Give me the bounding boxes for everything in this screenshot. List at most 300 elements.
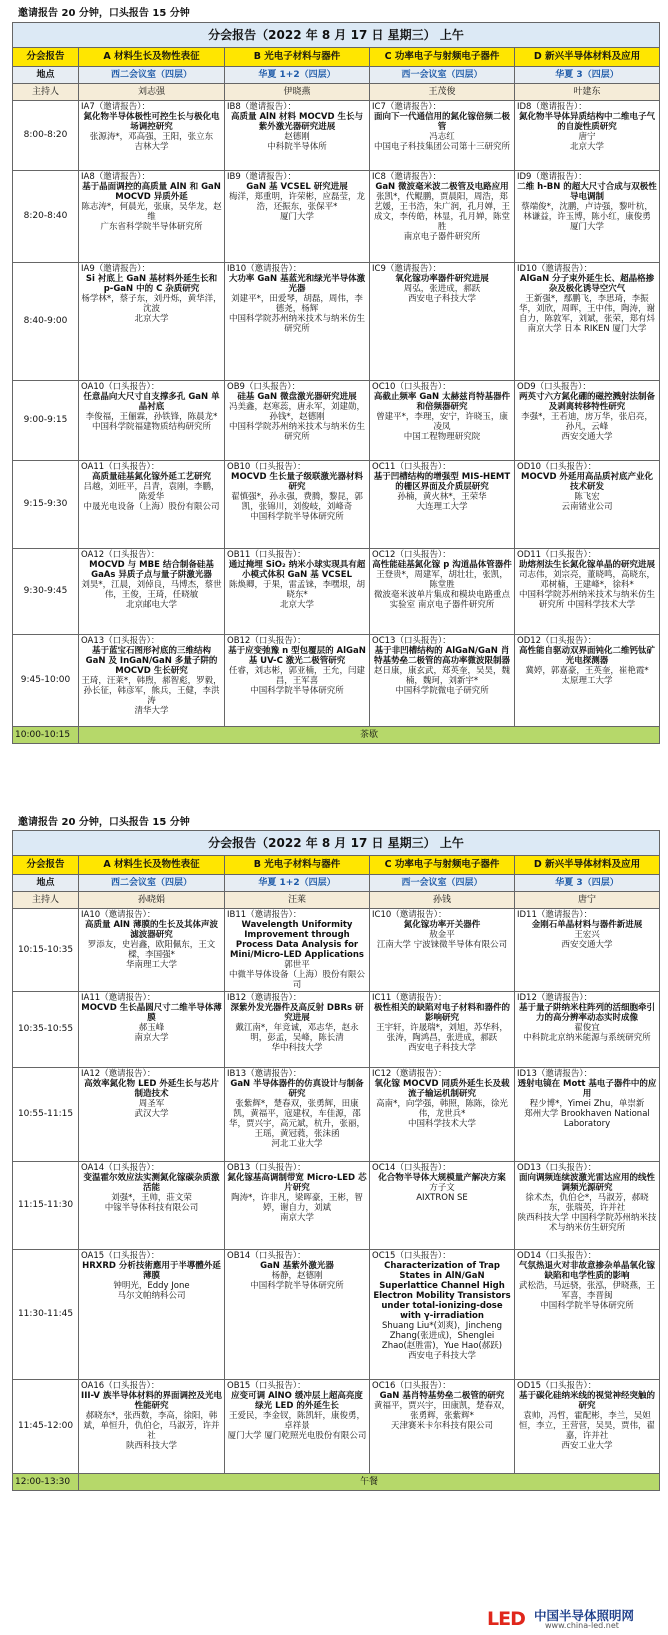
talk-cell xyxy=(370,992,515,1068)
talk-type: OD14（口头报告）： xyxy=(517,1251,597,1262)
time-slot: 9:00-9:15 xyxy=(13,381,79,461)
talk-cell xyxy=(225,263,370,381)
break-row xyxy=(13,727,660,744)
time-slot: 10:15-10:35 xyxy=(13,909,79,992)
talk-authors: 郝晓东*，张西数，李高，徐阳，韩斌，单恒升，仇伯仑，马淑芳，许并社 xyxy=(83,1411,220,1442)
talk-authors: 陶涛*，许非凡，梁晖豪，王彬，智婷，谢自力，刘斌 xyxy=(231,1193,363,1214)
talk-title: 极性相关的缺陷对电子材料和器件的影响研究 xyxy=(373,1003,510,1024)
talk-title: 硅基 GaN 微盘激光器研究进展 xyxy=(237,392,357,403)
talk-affiliation: 中镓半导体科技有限公司 xyxy=(104,1203,199,1214)
talk-cell xyxy=(225,461,370,549)
talk-cell xyxy=(225,171,370,263)
talk-cell xyxy=(370,101,515,171)
talk-type: OA11（口头报告）： xyxy=(81,462,160,472)
talk-type: IC9（邀请报告）： xyxy=(372,264,442,274)
talk-title: 基于蓝宝石图形衬底的三维结构 GaN 及 InGaN/GaN 多量子阱的 MOCVD 生长研究 xyxy=(85,646,218,677)
talk-authors: 曾建平*，李理，安宁，许晓玉，康凌凤 xyxy=(376,412,508,433)
talk-authors: 罗添友，史岩鑫，欧阳佩东，王文樑，李国强* xyxy=(87,940,216,961)
talk-title: 应变可调 AlNO 缓冲层上超高亮度绿光 LED 的外延生长 xyxy=(231,1391,363,1412)
talk-authors: 周圣军 xyxy=(138,1099,165,1110)
track-header-label: 分会报告 xyxy=(13,48,79,67)
talk-title: 基于晶面调控的高质量 AlN 和 GaN MOCVD 异质外延 xyxy=(82,182,221,203)
talk-title: 面向下一代通信用的氮化镓倍频二极管 xyxy=(373,112,510,133)
talk-type: IB8（邀请报告）： xyxy=(227,102,296,112)
chair-name: 汪莱 xyxy=(225,892,370,909)
talk-type: IB12（邀请报告）： xyxy=(227,993,302,1004)
break-time: 12:00-13:30 xyxy=(13,1474,79,1491)
talk-authors: 刘昊*，江晨，刘倬良，马博杰，蔡世伟，王俊，王琦，任晓敏 xyxy=(81,580,222,601)
table-row xyxy=(13,1162,660,1250)
talk-type: OC11（口头报告）： xyxy=(372,462,451,472)
talk-cell xyxy=(79,909,225,992)
table-row xyxy=(13,635,660,727)
talk-authors: 翟慎强*，孙永强，费腾，黎昆，郭凯，张锦川，刘俊岐，刘峰奇 xyxy=(231,492,363,513)
talk-authors: 王宏兴 xyxy=(574,930,600,941)
talk-authors: 戴江南*，年竞诚，邓志华，赵永明，彭孟，吴峰，陈长清 xyxy=(235,1023,359,1044)
talk-affiliation: 马尔文帕纳科公司 xyxy=(117,1291,186,1302)
talk-affiliation: 厦门大学 厦门乾照光电股份有限公司 xyxy=(227,1431,367,1442)
talk-type: OC13（口头报告）： xyxy=(372,636,451,646)
time-slot: 8:00-8:20 xyxy=(13,101,79,171)
talk-affiliation: 西安交通大学 xyxy=(561,432,613,443)
duration-note: 邀请报告 20 分钟，口头报告 15 分钟 xyxy=(18,817,190,828)
talk-affiliation: 天津赛米卡尔科技有限公司 xyxy=(390,1421,493,1432)
talk-affiliation: 中国科学院苏州纳米技术与纳米仿生研究所 xyxy=(228,314,365,335)
track-header: A 材料生长及物性表征 xyxy=(79,856,225,875)
table-row xyxy=(13,171,660,263)
chair-label: 主持人 xyxy=(13,84,79,101)
talk-authors: 刘强*，王帅，莊文荣 xyxy=(111,1193,192,1204)
talk-type: IB9（邀请报告）： xyxy=(227,172,296,182)
time-slot: 9:30-9:45 xyxy=(13,549,79,635)
track-header: A 材料生长及物性表征 xyxy=(79,48,225,67)
talk-title: 面向调频连续波激光雷达应用的线性调频光源研究 xyxy=(518,1173,655,1194)
chair-name: 王茂俊 xyxy=(370,84,515,101)
talk-title: 二维 h-BN 的超大尺寸合成与双极性导电调制 xyxy=(517,182,657,203)
break-time: 10:00-10:15 xyxy=(13,727,79,744)
talk-affiliation: 中国科学技术大学 xyxy=(407,1119,476,1130)
talk-cell xyxy=(225,909,370,992)
talk-title: 变温霍尔效应法实测氮化镓碳杂质激活能 xyxy=(83,1173,220,1194)
talk-authors: 赵日康，康玄武，郑英奎，吴昊，魏楠，魏珂，刘新宇* xyxy=(373,666,510,687)
talk-affiliation: 吉林大学 xyxy=(134,142,169,153)
talk-cell xyxy=(515,381,660,461)
table-row xyxy=(13,461,660,549)
watermark xyxy=(487,1606,662,1632)
talk-affiliation: 中科院半导体所 xyxy=(267,142,327,153)
track-header-row xyxy=(13,48,660,67)
talk-affiliation: 大连理工大学 xyxy=(416,502,468,513)
chair-name: 孙晓娟 xyxy=(79,892,225,909)
talk-affiliation: 北京大学 xyxy=(569,142,604,153)
talk-affiliation: 南京大学 xyxy=(279,1213,314,1224)
talk-affiliation: 北京大学 xyxy=(134,314,169,325)
led-logo-icon: LED xyxy=(487,1608,525,1630)
talk-type: IC11（邀请报告）： xyxy=(372,993,447,1004)
talk-cell xyxy=(370,635,515,727)
time-slot: 10:35-10:55 xyxy=(13,992,79,1068)
talk-type: IA7（邀请报告）： xyxy=(81,102,150,112)
talk-title: GaN 微波毫米波二极管及电路应用 xyxy=(375,182,509,193)
talk-type: ID8（邀请报告）： xyxy=(517,102,587,112)
talk-authors: 张凯*，代鲲鹏，贾晨阳，周浩，郑艺媛，王书浩，朱广润，孔月婵，王成文，李传皓，林显，孔月婵，陈堂胜 xyxy=(373,192,510,233)
track-header-row xyxy=(13,856,660,875)
talk-authors: 刘建平*，田爱琴，胡磊，周伟，李德尧，杨辉 xyxy=(231,294,363,315)
talk-title: MOCVD 生长晶圆尺寸二维半导体薄膜 xyxy=(81,1003,222,1024)
room-label: 地点 xyxy=(13,875,79,892)
talk-affiliation: 中国科学院苏州纳米技术与纳米仿生研究所 中国科学技术大学 xyxy=(518,590,655,611)
talk-cell xyxy=(79,1162,225,1250)
chair-name: 孙钱 xyxy=(370,892,515,909)
talk-type: OB11（口头报告）： xyxy=(227,550,306,560)
talk-authors: 王爱民，李金钗，陈凯轩，康俊勇，卓祥景 xyxy=(228,1411,365,1432)
session-table xyxy=(12,830,660,1491)
talk-affiliation: 中国科学院苏州纳米技术与纳米仿生研究所 xyxy=(228,422,365,443)
table-row xyxy=(13,1380,660,1474)
talk-affiliation: 北京大学 xyxy=(279,600,314,611)
track-header: D 新兴半导体材料及应用 xyxy=(515,48,660,67)
talk-title: GaN 基 VCSEL 研究进展 xyxy=(246,182,348,193)
talk-type: OB10（口头报告）： xyxy=(227,462,306,472)
talk-cell xyxy=(79,992,225,1068)
talk-type: OD13（口头报告）： xyxy=(517,1163,597,1174)
talk-title: 高质量 AlN 薄膜的生长及其体声波滤波器研究 xyxy=(84,920,219,941)
track-header: D 新兴半导体材料及应用 xyxy=(515,856,660,875)
talk-type: ID11（邀请报告）： xyxy=(517,910,593,920)
room-label: 地点 xyxy=(13,67,79,84)
talk-title: AlGaN 分子束外延生长、超晶格掺杂及极化诱导空穴气 xyxy=(519,274,655,295)
table-row xyxy=(13,549,660,635)
talk-authors: 李强*，王若迪，房万华，张启亮，孙凡，云峰 xyxy=(521,412,653,433)
talk-cell xyxy=(515,1380,660,1474)
talk-affiliation: 北京邮电大学 xyxy=(125,600,177,611)
talk-affiliation: 华南理工大学 xyxy=(125,960,177,971)
talk-affiliation: 南京大学 xyxy=(134,1033,169,1044)
talk-affiliation: 中国电子科技集团公司第十三研究所 xyxy=(373,142,510,153)
talk-title: HRXRD 分析技術應用于半導體外延薄膜 xyxy=(82,1261,221,1282)
talk-cell xyxy=(515,549,660,635)
talk-cell xyxy=(225,635,370,727)
talk-affiliation: 中微半导体设备（上海）股份有限公司 xyxy=(228,970,365,991)
room-name: 华夏 3（四层） xyxy=(515,875,660,892)
break-row xyxy=(13,1474,660,1491)
time-slot: 11:15-11:30 xyxy=(13,1162,79,1250)
talk-type: IA11（邀请报告）： xyxy=(81,993,156,1004)
session-table xyxy=(12,22,660,744)
talk-cell xyxy=(370,1068,515,1162)
table-row xyxy=(13,381,660,461)
talk-affiliation: 西安电子科技大学 xyxy=(407,1043,476,1054)
room-name: 西一会议室（四层） xyxy=(370,67,515,84)
time-slot: 8:20-8:40 xyxy=(13,171,79,263)
talk-affiliation: 中国科学院半导体研究所 xyxy=(250,686,344,697)
talk-cell xyxy=(515,1162,660,1250)
talk-type: OB12（口头报告）： xyxy=(227,636,306,646)
talk-title: 高质量硅基氮化镓外延工艺研究 xyxy=(91,472,211,483)
talk-affiliation: 太原理工大学 xyxy=(561,676,613,687)
talk-title: 氮化镓基高调制带宽 Micro-LED 芯片研究 xyxy=(227,1173,367,1194)
talk-type: IB10（邀请报告）： xyxy=(227,264,302,274)
talk-authors: 钟明光，Eddy Jone xyxy=(113,1281,190,1292)
talk-title: 基于量子阱纳米柱阵列的活细胞牵引力的高分辨率动态实时成像 xyxy=(518,1003,655,1024)
talk-type: OA16（口头报告）： xyxy=(81,1381,160,1392)
talk-title: Characterization of Trap States in AlN/GaN Superlattice Channel High Electron Mobility Transistors under total-ionizing-dose with γ-irradiation xyxy=(373,1261,511,1322)
track-header: C 功率电子与射频电子器件 xyxy=(370,48,515,67)
talk-authors: 吕越，刘旺平，吕青，袁刚，李鹏，陈爱华 xyxy=(83,482,220,503)
talk-type: OA10（口头报告）： xyxy=(81,382,160,392)
talk-type: OA14（口头报告）： xyxy=(81,1163,160,1174)
talk-authors: 黄福平，贾兴宇，田康凯，楚春双，张勇辉，张紫辉* xyxy=(373,1401,510,1422)
duration-note: 邀请报告 20 分钟，口头报告 15 分钟 xyxy=(18,8,190,19)
talk-affiliation: 西安电子科技大学 xyxy=(407,294,476,305)
talk-type: ID9（邀请报告）： xyxy=(517,172,587,182)
talk-cell xyxy=(515,263,660,381)
talk-affiliation: 华中科技大学 xyxy=(271,1043,323,1054)
talk-type: IB13（邀请报告）： xyxy=(227,1069,302,1080)
talk-affiliation: 陕西科技大学 中国科学院苏州纳米技术与纳米仿生研究所 xyxy=(517,1213,657,1234)
talk-cell xyxy=(515,1068,660,1162)
talk-title: GaN 半导体器件的仿真设计与制备研究 xyxy=(230,1079,364,1100)
room-row xyxy=(13,67,660,84)
talk-authors: 梅洋，郑重明，许荣彬，应磊莹，龙浩，还振东，张保平* xyxy=(228,192,365,213)
talk-type: IA10（邀请报告）： xyxy=(81,910,156,920)
talk-affiliation: 中国科学院半导体研究所 xyxy=(250,1281,344,1292)
table-row xyxy=(13,909,660,992)
talk-cell xyxy=(370,909,515,992)
talk-cell xyxy=(515,171,660,263)
talk-cell xyxy=(370,1162,515,1250)
talk-title: 高性能自驱动双界面钝化二维钙钛矿光电探测器 xyxy=(518,646,655,667)
talk-cell xyxy=(79,381,225,461)
talk-authors: 杨静，赵德刚 xyxy=(271,1271,323,1282)
talk-title: 高效率氮化物 LED 外延生长与芯片制造技术 xyxy=(84,1079,219,1100)
talk-type: IA8（邀请报告）： xyxy=(81,172,150,182)
talk-affiliation: 武汉大学 xyxy=(134,1109,169,1120)
talk-cell xyxy=(79,263,225,381)
talk-type: OB14（口头报告）： xyxy=(227,1251,306,1262)
talk-title: 两英寸六方氮化硼的磁控溅射法制备及剥离转移特性研究 xyxy=(518,392,655,413)
talk-type: IC12（邀请报告）： xyxy=(372,1069,447,1080)
talk-type: OB9（口头报告）： xyxy=(227,382,301,392)
track-header-label: 分会报告 xyxy=(13,856,79,875)
session-title: 分会报告（2022 年 8 月 17 日 星期三） 上午 xyxy=(13,23,660,48)
talk-authors: 冯美鑫，赵寒蕊，唐永军，刘建勋，孙钱*，赵德刚 xyxy=(228,402,365,423)
talk-authors: 李俊福，王俪霖，孙铁锋，陈晨龙* xyxy=(85,412,218,423)
talk-title: MOCVD 与 MBE 结合制备硅基 GaAs 异质子点与量子阱激光器 xyxy=(89,560,214,581)
talk-cell xyxy=(370,381,515,461)
session-title-row xyxy=(13,23,660,48)
room-row xyxy=(13,875,660,892)
session-title-row xyxy=(13,831,660,856)
talk-authors: 蔡端俊*，沈鹏，卢诗强，黎叶杭，林谦益，许玉博，陈小红，康俊勇 xyxy=(521,202,653,223)
talk-type: IA9（邀请报告）： xyxy=(81,264,150,274)
talk-affiliation: 西安工业大学 xyxy=(561,1441,613,1452)
room-name: 华夏 1+2（四层） xyxy=(225,875,370,892)
track-header: C 功率电子与射频电子器件 xyxy=(370,856,515,875)
talk-title: GaN 基肖特基势垒二极管的研究 xyxy=(379,1391,505,1402)
talk-title: GaN 基紫外激光器 xyxy=(260,1261,334,1272)
talk-type: IB11（邀请报告）： xyxy=(227,910,302,920)
talk-type: OA12（口头报告）： xyxy=(81,550,160,560)
talk-authors: 袁帅，冯哲，霍配彬，李兰，吴妲恒，李立，王营营，吴昊，贾伟，翟嘉，许并社 xyxy=(518,1411,655,1442)
talk-authors: 司志伟，刘宗亮，董晓鸣，高晓东，邓树楠，王建峰*，徐科* xyxy=(518,570,655,591)
talk-affiliation: 中国科学院福建物质结构研究所 xyxy=(91,422,211,433)
talk-cell xyxy=(370,461,515,549)
talk-authors: 武松浩，马远骁，张泓，伊晓燕，王军喜，李晋闽 xyxy=(518,1281,655,1302)
break-label: 茶歇 xyxy=(79,727,660,744)
talk-type: OD11（口头报告）： xyxy=(517,550,597,560)
talk-authors: 冀婷，郭嘉豪，王英奎，崔艳霞* xyxy=(525,666,649,677)
talk-affiliation: 中科院北京纳米能源与系统研究所 xyxy=(523,1033,651,1044)
talk-cell xyxy=(79,1068,225,1162)
track-header: B 光电子材料与器件 xyxy=(225,48,370,67)
chair-row xyxy=(13,892,660,909)
talk-type: OC14（口头报告）： xyxy=(372,1163,451,1174)
track-header: B 光电子材料与器件 xyxy=(225,856,370,875)
chair-name: 伊晓燕 xyxy=(225,84,370,101)
talk-type: OA15（口头报告）： xyxy=(81,1251,160,1262)
time-slot: 11:30-11:45 xyxy=(13,1250,79,1380)
talk-authors: Shuang Liu*(刘爽)，Jincheng Zhang(张进成)，Shenglei Zhao(赵胜雷)，Yue Hao(郝跃) xyxy=(381,1321,503,1352)
talk-authors: 陈飞宏 xyxy=(574,492,600,503)
talk-affiliation: 中国科学院半导体研究所 xyxy=(250,512,344,523)
talk-title: III-V 族半导体材料的界面调控及光电性能研究 xyxy=(81,1391,222,1412)
time-slot: 9:15-9:30 xyxy=(13,461,79,549)
talk-affiliation: 河北工业大学 xyxy=(271,1139,323,1150)
talk-title: 氧化镓功率器件研究进展 xyxy=(395,274,489,285)
talk-authors: 冯志红 xyxy=(429,132,455,143)
talk-type: OB13（口头报告）： xyxy=(227,1163,306,1174)
talk-authors: 敖金平 xyxy=(429,930,455,941)
talk-authors: 程少博*，Yimei Zhu，单崇新 xyxy=(529,1099,645,1110)
talk-affiliation: 中国工程物理研究院 xyxy=(403,432,481,443)
talk-type: OC12（口头报告）： xyxy=(372,550,451,560)
talk-title: 氮化镓功率开关器件 xyxy=(403,920,481,931)
talk-authors: 高南*，向学强，韩照，陈陈，徐光伟，龙世兵* xyxy=(376,1099,508,1120)
talk-authors: 郭世平 xyxy=(284,960,310,971)
talk-title: 任意晶向大尺寸自支撑多孔 GaN 单晶衬底 xyxy=(83,392,220,413)
talk-type: OC15（口头报告）： xyxy=(372,1251,451,1262)
talk-authors: 周弘，张进成，郝跃 xyxy=(403,284,481,295)
talk-affiliation: 中国科学院微电子研究所 xyxy=(395,686,489,697)
talk-authors: 张源涛*，邓高强，王阳，张立东 xyxy=(89,132,214,143)
talk-title: 化合物半导体大规模量产解决方案 xyxy=(378,1173,506,1184)
talk-cell xyxy=(515,909,660,992)
time-slot: 11:45-12:00 xyxy=(13,1380,79,1474)
talk-affiliation: 西安交通大学 xyxy=(561,940,613,951)
talk-title: 氧化镓 MOCVD 同质外延生长及载流子输运机制研究 xyxy=(374,1079,510,1100)
chair-name: 唐宁 xyxy=(515,892,660,909)
talk-cell xyxy=(225,1162,370,1250)
talk-cell xyxy=(79,635,225,727)
talk-cell xyxy=(225,381,370,461)
session-title: 分会报告（2022 年 8 月 17 日 星期三） 上午 xyxy=(13,831,660,856)
talk-title: Si 衬底上 GaN 基材料外延生长和 p-GaN 中的 C 杂质研究 xyxy=(85,274,218,295)
talk-affiliation: 厦门大学 xyxy=(569,222,604,233)
talk-title: 高质量 AlN 材料 MOCVD 生长与紫外激光器研究进展 xyxy=(231,112,363,133)
talk-cell xyxy=(515,1250,660,1380)
chair-name: 刘志强 xyxy=(79,84,225,101)
talk-affiliation: 中国科学院半导体研究所 xyxy=(540,1301,634,1312)
talk-cell xyxy=(225,1380,370,1474)
chair-row xyxy=(13,84,660,101)
talk-title: 高性能硅基氮化镓 p 沟道晶体管器件 xyxy=(372,560,512,571)
talk-authors: 王登贵*，周建军，胡壮壮，张凯，陈堂胜 xyxy=(376,570,508,591)
talk-affiliation: 厦门大学 xyxy=(279,212,314,223)
talk-title: 基于碳化硅纳米线的视觉神经突触的研究 xyxy=(518,1391,655,1412)
chair-label: 主持人 xyxy=(13,892,79,909)
break-label: 午餐 xyxy=(79,1474,660,1491)
talk-authors: 张紫辉*，楚春双，张勇辉，田康凯，黄福平，寇建权，车佳源，邵华，贾兴宇，高元斌，杭升，张丽，王瑶，黄冠蕤，张沫函 xyxy=(228,1099,365,1140)
talk-authors: 郝玉峰 xyxy=(138,1023,165,1034)
talk-cell xyxy=(515,992,660,1068)
talk-authors: 翟俊宜 xyxy=(574,1023,600,1034)
talk-type: OA13（口头报告）： xyxy=(81,636,160,646)
talk-title: 基于凹槽结构的增强型 MIS-HEMT 的栅区界面及介质层研究 xyxy=(373,472,511,493)
talk-authors: 王宇轩，许晟瑞*，刘旭，苏华科，张涛，陶鸿昌，张进成，郝跃 xyxy=(376,1023,508,1044)
talk-cell xyxy=(370,549,515,635)
talk-title: MOCVD 生长量子级联激光器材料研究 xyxy=(230,472,364,493)
talk-cell xyxy=(370,263,515,381)
talk-type: ID10（邀请报告）： xyxy=(517,264,593,274)
talk-cell xyxy=(515,635,660,727)
room-name: 华夏 1+2（四层） xyxy=(225,67,370,84)
talk-affiliation: 广东省科学院半导体研究所 xyxy=(100,222,203,233)
talk-cell xyxy=(370,1380,515,1474)
table-row xyxy=(13,1068,660,1162)
talk-authors: 任睿，刘志彬，郭亚楠，王允，闫建昌，王军喜 xyxy=(228,666,365,687)
talk-cell xyxy=(79,1250,225,1380)
talk-cell xyxy=(225,1250,370,1380)
talk-title: 透射电镜在 Mott 基电子器件中的应用 xyxy=(517,1079,657,1100)
talk-authors: 孙楠，黄火林*，王荣华 xyxy=(397,492,487,503)
talk-authors: 王琦，汪莱*，韩煦，郝智彪，罗毅，孙长征，韩彦军，熊兵，王健，李洪涛 xyxy=(81,676,222,707)
talk-type: OD12（口头报告）： xyxy=(517,636,597,646)
table-row xyxy=(13,992,660,1068)
talk-title: 气氛热退火对非故意掺杂单晶氧化镓缺陷和电学性质的影响 xyxy=(518,1261,655,1282)
talk-authors: 赵德刚 xyxy=(284,132,310,143)
table-row xyxy=(13,1250,660,1380)
talk-type: ID13（邀请报告）： xyxy=(517,1069,593,1080)
talk-authors: 陈志涛*，何晨光，张康，吴华龙，赵维 xyxy=(81,202,222,223)
talk-cell xyxy=(79,1380,225,1474)
talk-affiliation: 南京大学 日本 RIKEN 厦门大学 xyxy=(527,324,647,335)
talk-title: 大功率 GaN 基蓝光和绿光半导体激光器 xyxy=(228,274,366,295)
talk-cell xyxy=(79,549,225,635)
time-slot: 10:55-11:15 xyxy=(13,1068,79,1162)
talk-cell xyxy=(225,1068,370,1162)
talk-title: 助熔剂法生长氮化镓单晶的研究进展 xyxy=(518,560,655,571)
talk-type: IC8（邀请报告）： xyxy=(372,172,442,182)
talk-affiliation: 郑州大学 Brookhaven National Laboratory xyxy=(524,1109,650,1130)
talk-cell xyxy=(515,461,660,549)
talk-authors: 陈焕卿，于果，雷孟铼，李嘿垠，胡晓东* xyxy=(228,580,365,601)
talk-type: OD10（口头报告）： xyxy=(517,462,597,472)
talk-title: 深紫外发光器件及高反射 DBRs 研究进展 xyxy=(230,1003,364,1024)
talk-cell xyxy=(515,101,660,171)
talk-affiliation: 南京电子器件研究所 xyxy=(403,232,481,243)
talk-type: OC16（口头报告）： xyxy=(372,1381,451,1392)
chair-name: 叶建东 xyxy=(515,84,660,101)
talk-type: OB15（口头报告）： xyxy=(227,1381,306,1392)
talk-type: OC10（口头报告）： xyxy=(372,382,451,392)
talk-affiliation: 云南锗业公司 xyxy=(561,502,613,513)
talk-type: OD9（口头报告）： xyxy=(517,382,591,392)
talk-type: IA12（邀请报告）： xyxy=(81,1069,156,1080)
talk-title: 通过掩埋 SiO₂ 纳米小球实现具有超小模式体积 GaN 基 VCSEL xyxy=(228,560,366,581)
talk-title: 氮化物半导体异质结构中二维电子气的自旋性质研究 xyxy=(518,112,655,133)
talk-title: 高截止频率 GaN 太赫兹肖特基器件和倍频器研究 xyxy=(373,392,511,413)
